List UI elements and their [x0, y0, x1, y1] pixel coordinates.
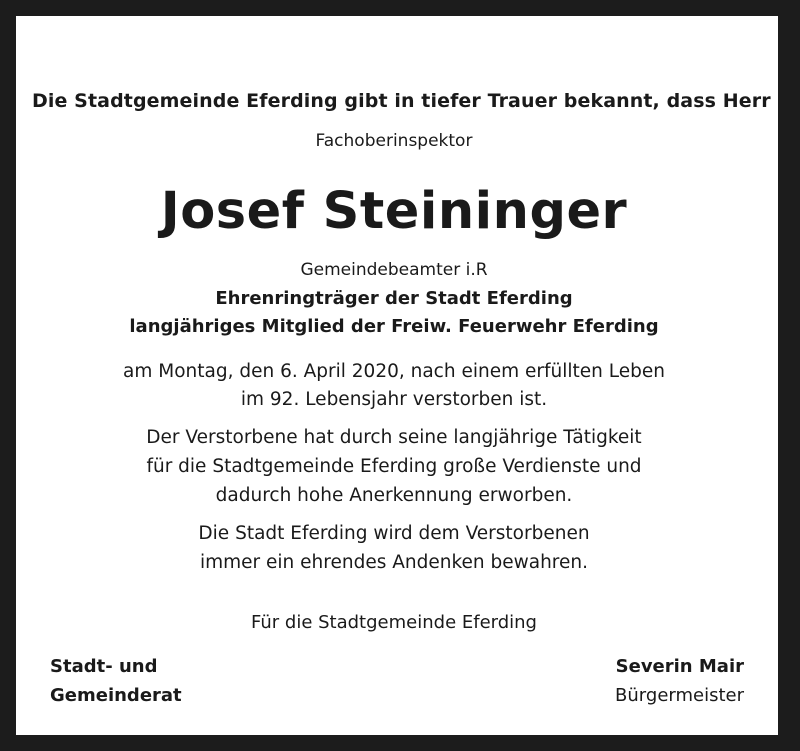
- rank-title: Fachoberinspektor: [315, 131, 473, 151]
- deceased-name: Josef Steininger: [160, 182, 628, 241]
- signature-left-line1: Stadt- und: [50, 656, 158, 677]
- signature-left-line2: Gemeinderat: [50, 685, 182, 706]
- subtitle-honor: Ehrenringträger der Stadt Eferding: [215, 288, 573, 309]
- body-line: im 92. Lebensjahr verstorben ist.: [240, 389, 548, 410]
- signoff-text: Für die Stadtgemeinde Eferding: [251, 612, 537, 633]
- body-line: Der Verstorbene hat durch seine langjährige Tätigkeit: [146, 427, 642, 448]
- notice-content: [32, 32, 771, 719]
- body-line: Die Stadt Eferding wird dem Verstorbenen: [198, 523, 590, 544]
- signature-right: [615, 652, 744, 710]
- subtitle-occupation: Gemeindebeamter i.R: [300, 260, 488, 280]
- body-line: am Montag, den 6. April 2020, nach einem erfüllten Leben: [123, 361, 665, 382]
- signature-right-name: Severin Mair: [615, 656, 744, 677]
- body-line: dadurch hohe Anerkennung erworben.: [215, 485, 573, 506]
- body-line: immer ein ehrendes Andenken bewahren.: [199, 552, 588, 573]
- signature-right-role: Bürgermeister: [615, 685, 744, 706]
- body-line: für die Stadtgemeinde Eferding große Verdienste und: [146, 456, 642, 477]
- signature-left: [50, 652, 182, 710]
- intro-text: Die Stadtgemeinde Eferding gibt in tiefer Trauer bekannt, dass Herr: [32, 90, 771, 112]
- subtitle-membership: langjähriges Mitglied der Freiw. Feuerwehr Eferding: [129, 316, 659, 337]
